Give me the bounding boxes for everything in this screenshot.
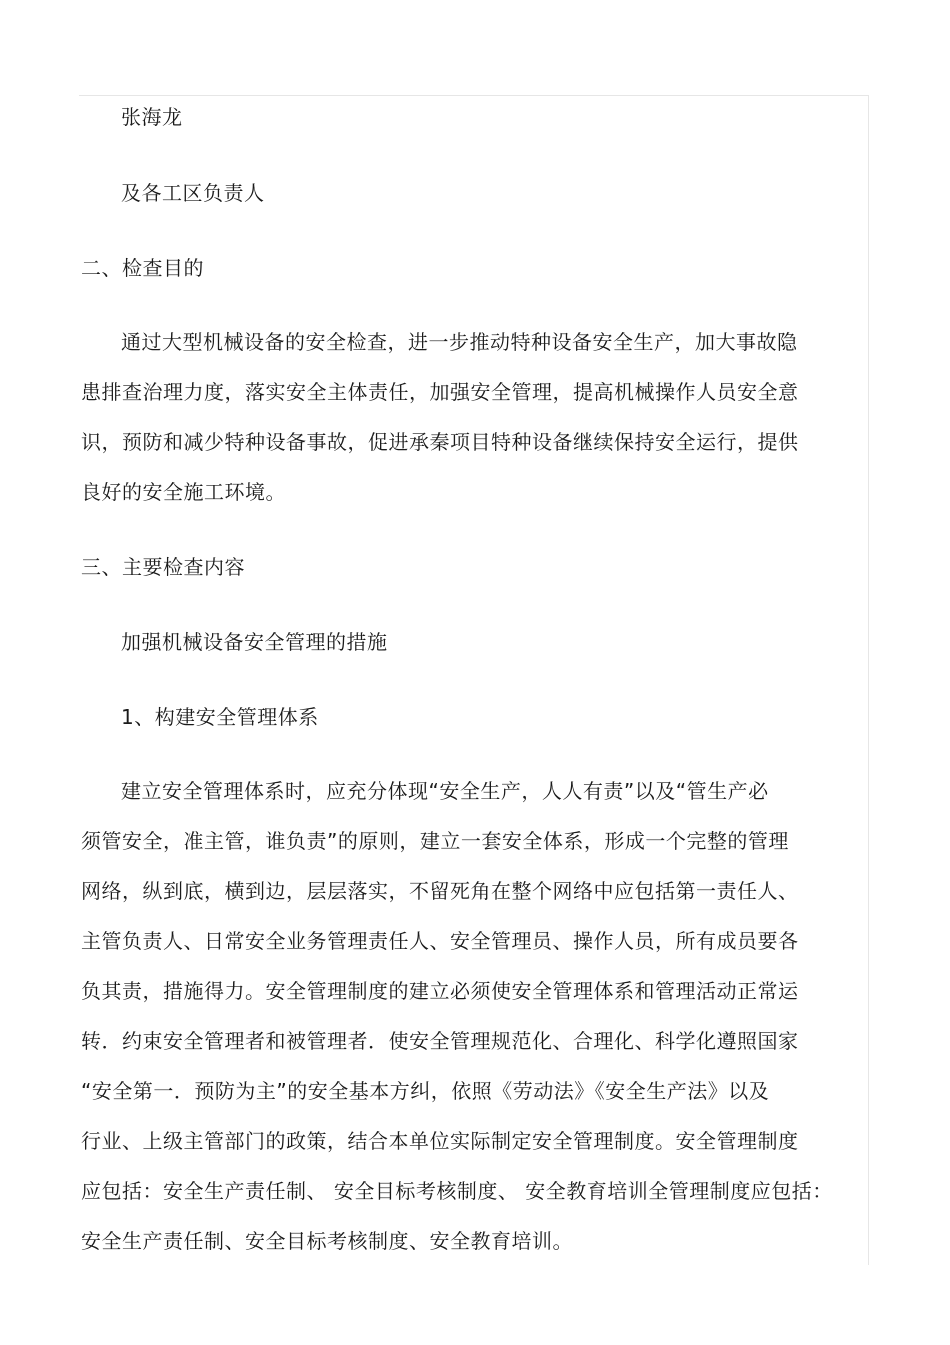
paragraph-system-line-6: 转．约束安全管理者和被管理者．使安全管理规范化、合理化、科学化遵照国家: [81, 1029, 799, 1053]
paragraph-purpose-line-1: 通过大型机械设备的安全检查，进一步推动特种设备安全生产，加大事故隐: [121, 330, 798, 354]
paragraph-system-line-5: 负其责，措施得力。安全管理制度的建立必须使安全管理体系和管理活动正常运: [81, 979, 799, 1003]
paragraph-system-line-9: 应包括：安全生产责任制、 安全目标考核制度、 安全教育培训全管理制度应包括：: [81, 1179, 833, 1203]
paragraph-system-line-7: “安全第一．预防为主”的安全基本方纠，依照《劳动法》《安全生产法》以及: [81, 1079, 770, 1103]
paragraph-purpose-line-4: 良好的安全施工环境。: [81, 480, 286, 504]
person-name-line: 张海龙: [121, 105, 183, 129]
paragraph-purpose-line-2: 患排查治理力度，落实安全主体责任，加强安全管理，提高机械操作人员安全意: [81, 380, 799, 404]
paragraph-system-line-1: 建立安全管理体系时，应充分体现“安全生产，人人有责”以及“管生产必: [121, 779, 769, 803]
subheading-measures: 加强机械设备安全管理的措施: [121, 630, 388, 654]
section-heading-purpose: 二、检查目的: [81, 256, 204, 280]
paragraph-system-line-2: 须管安全，准主管，谁负责”的原则，建立一套安全体系，形成一个完整的管理: [81, 829, 789, 853]
paragraph-system-line-10: 安全生产责任制、安全目标考核制度、安全教育培训。: [81, 1229, 573, 1253]
work-area-heads-line: 及各工区负责人: [121, 181, 265, 205]
section-heading-content: 三、主要检查内容: [81, 555, 245, 579]
paragraph-purpose-line-3: 识，预防和减少特种设备事故，促进承秦项目特种设备继续保持安全运行，提供: [81, 430, 799, 454]
paragraph-system-line-3: 网络，纵到底，横到边，层层落实，不留死角在整个网络中应包括第一责任人、: [81, 879, 799, 903]
paragraph-system-line-8: 行业、上级主管部门的政策，结合本单位实际制定安全管理制度。安全管理制度: [81, 1129, 799, 1153]
paragraph-system-line-4: 主管负责人、日常安全业务管理责任人、安全管理员、操作人员，所有成员要各: [81, 929, 799, 953]
subheading-system: 1、构建安全管理体系: [121, 705, 319, 729]
